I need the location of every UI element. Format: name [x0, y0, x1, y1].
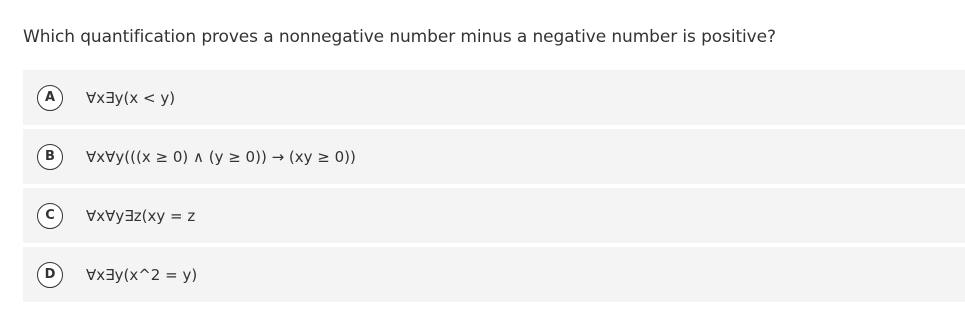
- option-d[interactable]: [23, 247, 965, 302]
- option-c-letter-badge: C: [37, 203, 63, 229]
- option-c-text: ∀x∀y∃z(xy = z: [86, 206, 196, 225]
- question-text: Which quantification proves a nonnegative number minus a negative number is positive?: [23, 27, 776, 47]
- option-c[interactable]: [23, 188, 965, 243]
- option-d-letter-badge: D: [37, 262, 63, 288]
- option-d-text: ∀x∃y(x^2 = y): [86, 265, 198, 284]
- option-a-letter-badge: A: [37, 85, 63, 111]
- option-a[interactable]: [23, 70, 965, 125]
- option-b-letter-badge: B: [37, 144, 63, 170]
- answer-options: [23, 70, 965, 306]
- option-b-text: ∀x∀y(((x ≥ 0) ∧ (y ≥ 0)) → (xy ≥ 0)): [86, 147, 356, 166]
- option-a-text: ∀x∃y(x < y): [86, 88, 176, 107]
- option-b[interactable]: [23, 129, 965, 184]
